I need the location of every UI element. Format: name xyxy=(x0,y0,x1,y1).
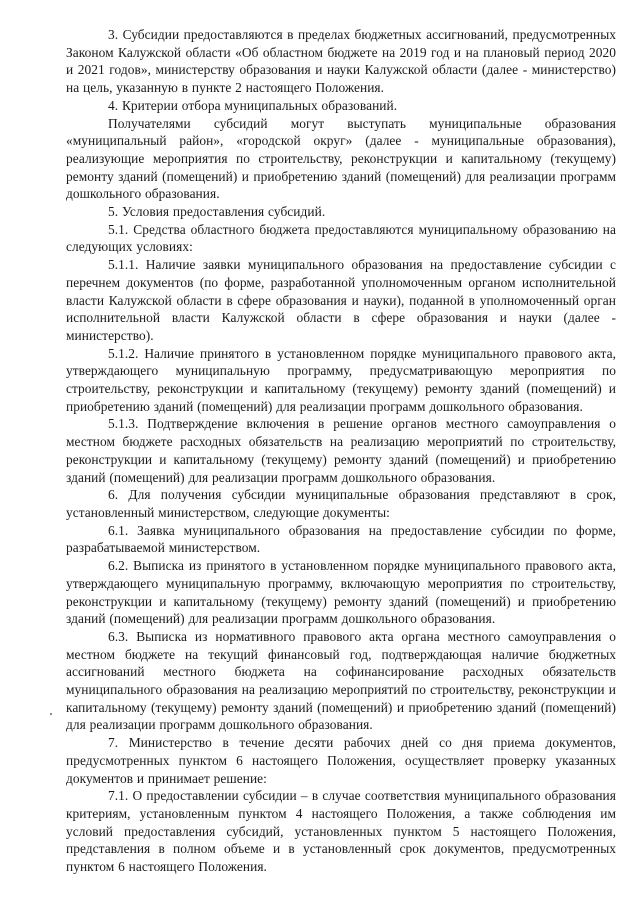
paragraph-3-funding: 3. Субсидии предоставляются в пределах бюджетных ассигнований, предусмотренных Законом Калужской области «Об областном бюджете на 2019 год и на плановый период 2020 и 2021 годов», министерству образования и науки Калужской области (далее - министерство) на цель, указанную в пункте 2 настоящего Положения. xyxy=(66,27,616,96)
document-body xyxy=(66,26,616,876)
paragraph-5-1-1: 5.1.1. Наличие заявки муниципального образования на предоставление субсидии с перечнем документов (по форме, разработанной уполномоченным органом исполнительной власти Калужской области в сфере образования и науки), поданной в уполномоченный орган исполнительной власти Калужской области в сфере образования и науки (далее - министерство). xyxy=(66,257,616,343)
paragraph-7-1: 7.1. О предоставлении субсидии – в случае соответствия муниципального образования критериям, установленным пунктом 4 настоящего Положения, а также соблюдения им условий предоставления субсидий, установленных пунктом 5 настоящего Положения, представления в полном объеме и в установленный срок документов, предусмотренных пунктом 6 настоящего Положения. xyxy=(66,788,616,875)
paragraph-7: 7. Министерство в течение десяти рабочих дней со дня приема документов, предусмотренных пунктом 6 настоящего Положения, осуществляет проверку указанных документов и принимает решение: xyxy=(66,735,616,786)
paragraph-4-heading: 4. Критерии отбора муниципальных образований. xyxy=(108,97,398,113)
paragraph-4-recipients: Получателями субсидий могут выступать муниципальные образования «муниципальный район», «городской округ» (далее - муниципальные образования), реализующие мероприятия по строительству, реконструкции и капитальному (текущему) ремонту зданий (помещений) и приобретению зданий (помещений) для реализации программ дошкольного образования. xyxy=(66,115,616,202)
paragraph-6-2: 6.2. Выписка из принятого в установленном порядке муниципального правового акта, утверждающего муниципальную программу, включающую мероприятия по строительству, реконструкции и капитальному (текущему) ремонту зданий (помещений) и приобретению зданий (помещений) для реализации программ дошкольного образования. xyxy=(66,558,616,627)
paragraph-5-1-3: 5.1.3. Подтверждение включения в решение органов местного самоуправления о местном бюджете расходных обязательств на реализацию мероприятий по строительству, реконструкции и капитальному (текущему) ремонту зданий (помещений) и приобретению зданий (помещений) для реализации программ дошкольного образования. xyxy=(66,416,616,485)
paragraph-6: 6. Для получения субсидии муниципальные образования представляют в срок, установленный министерством, следующие документы: xyxy=(66,487,616,520)
paragraph-5-1-2: 5.1.2. Наличие принятого в установленном порядке муниципального правового акта, утверждающего муниципальную программу, предусматривающую мероприятия по строительству, реконструкции и капитальному (текущему) ремонту зданий (помещений) и приобретению зданий (помещений) для реализации программ дошкольного образования. xyxy=(66,345,616,414)
paragraph-5-heading: 5. Условия предоставления субсидий. xyxy=(108,204,326,220)
paragraph-6-3: 6.3. Выписка из нормативного правового акта органа местного самоуправления о местном бюджете на текущий финансовый год, подтверждающая наличие бюджетных ассигнований местного бюджета на софинансирование расходных обязательств муниципального образования на реализацию мероприятий по строительству, реконструкции и капитальному (текущему) ремонту зданий (помещений) и приобретению зданий (помещений) для реализации программ дошкольного образования. xyxy=(66,628,616,733)
scan-speck xyxy=(50,713,52,715)
paragraph-5-1: 5.1. Средства областного бюджета предоставляются муниципальному образованию на следующих условиях: xyxy=(66,221,616,255)
paragraph-6-1: 6.1. Заявка муниципального образования на предоставление субсидии по форме, разрабатываемой министерством. xyxy=(66,522,616,556)
